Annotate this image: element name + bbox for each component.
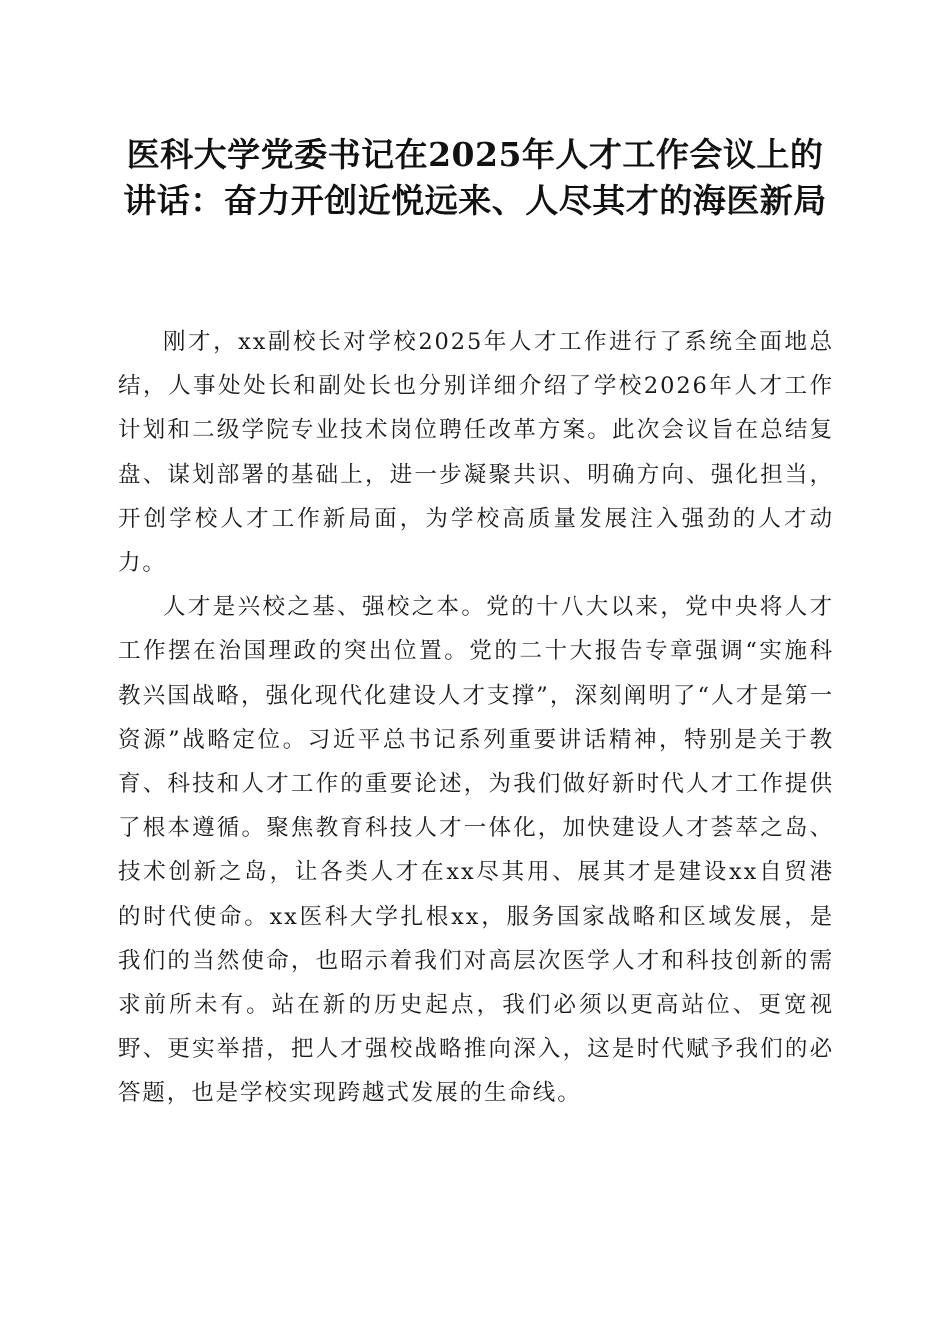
paragraph-2: 人才是兴校之基、强校之本。党的十八大以来，党中央将人才工作摆在治国理政的突出位置。党的二十大报告专章强调“实施科教兴国战略，强化现代化建设人才支撑”，深刻阐明了“人才是第一资源”战略定位。习近平总书记系列重要讲话精神，特别是关于教育、科技和人才工作的重要论述，为我们做好新时代人才工作提供了根本遵循。聚焦教育科技人才一体化，加快建设人才荟萃之岛、技术创新之岛，让各类人才在xx尽其用、展其才是建设xx自贸港的时代使命。xx医科大学扎根xx，服务国家战略和区域发展，是我们的当然使命，也昭示着我们对高层次医学人才和科技创新的需求前所未有。站在新的历史起点，我们必须以更高站位、更宽视野、更实举措，把人才强校战略推向深入，这是时代赋予我们的必答题，也是学校实现跨越式发展的生命线。 — [118, 594, 834, 1107]
document-title: 医科大学党委书记在2025年人才工作会议上的讲话：奋力开创近悦远来、人尽其才的海医新局 — [123, 135, 827, 220]
document-body — [118, 320, 834, 1116]
paragraph-1: 刚才，xx副校长对学校2025年人才工作进行了系统全面地总结，人事处处长和副处长也分别详细介绍了学校2026年人才工作计划和二级学院专业技术岗位聘任改革方案。此次会议旨在总结复盘、谋划部署的基础上，进一步凝聚共识、明确方向、强化担当，开创学校人才工作新局面，为学校高质量发展注入强劲的人才动力。 — [118, 329, 834, 577]
